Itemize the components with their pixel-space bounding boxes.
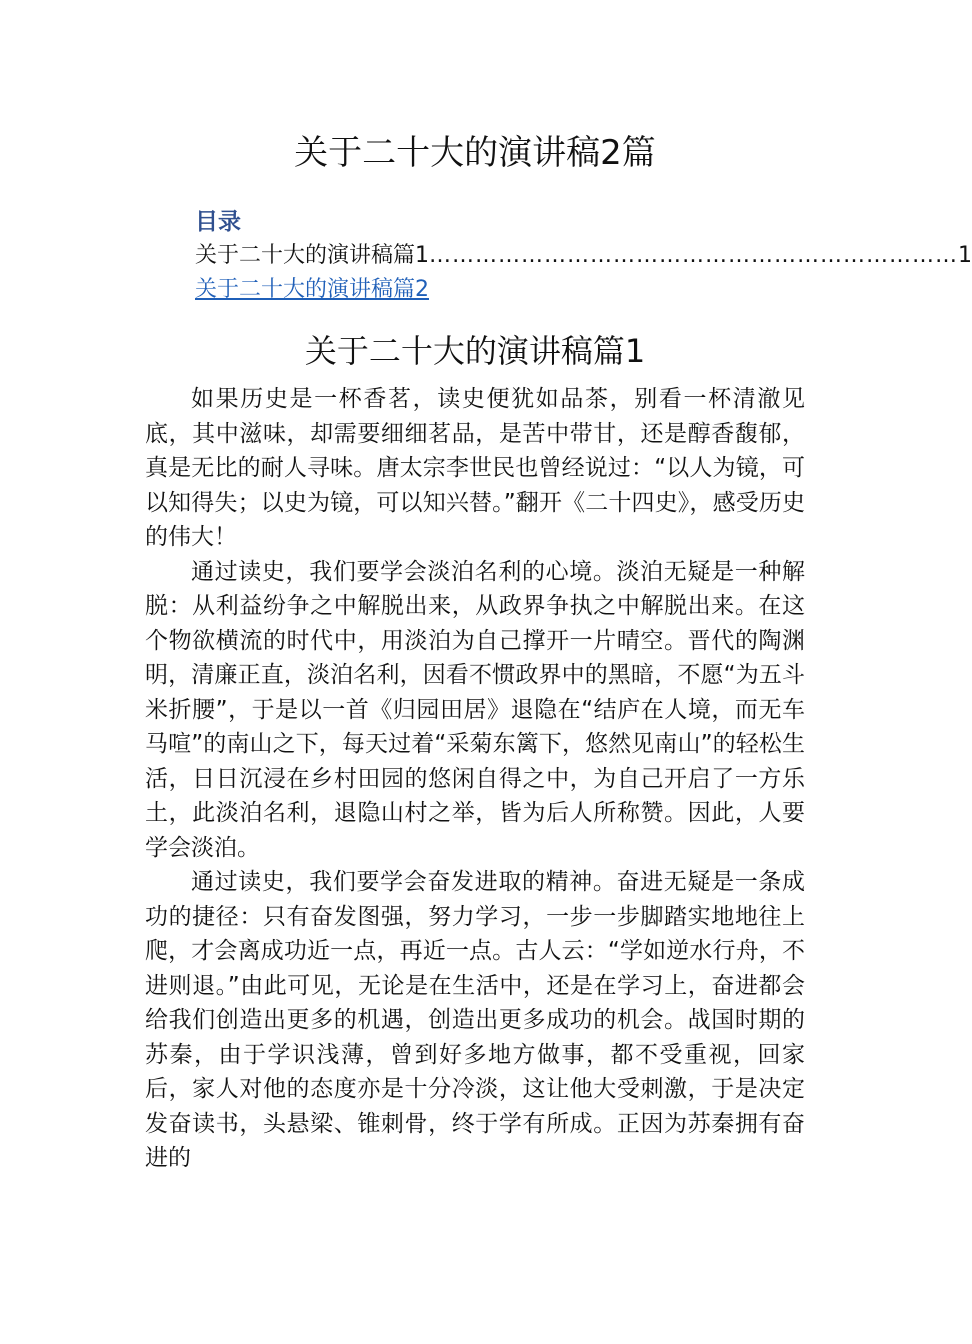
- paragraph: 如果历史是一杯香茗，读史便犹如品茶，别看一杯清澈见底，其中滋味，却需要细细茗品，是苦中带甘，还是醇香馥郁，真是无比的耐人寻味。唐太宗李世民也曾经说过：“以人为镜，可以知得失；以史为镜，可以知兴替。”翻开《二十四史》，感受历史的伟大！: [145, 386, 805, 550]
- toc-entry-1[interactable]: [195, 239, 972, 273]
- toc-heading: 目录: [195, 209, 241, 235]
- toc-link-section-2[interactable]: 关于二十大的演讲稿篇2: [195, 277, 429, 302]
- paragraph: 通过读史，我们要学会奋发进取的精神。奋进无疑是一条成功的捷径：只有奋发图强，努力学习，一步一步脚踏实地地往上爬，才会离成功近一点，再近一点。古人云：“学如逆水行舟，不进则退。”由此可见，无论是在生活中，还是在学习上，奋进都会给我们创造出更多的机遇，创造出更多成功的机会。战国时期的苏秦，由于学识浅薄，曾到好多地方做事，都不受重视，回家后，家人对他的态度亦是十分冷淡，这让他大受刺激，于是决定发奋读书，头悬梁、锥刺骨，终于学有所成。正因为苏秦拥有奋进的: [145, 869, 805, 1171]
- document-title: 关于二十大的演讲稿2篇: [294, 133, 656, 173]
- toc-page-number: 1: [958, 243, 972, 268]
- paragraph: 通过读史，我们要学会淡泊名利的心境。淡泊无疑是一种解脱：从利益纷争之中解脱出来，从政界争执之中解脱出来。在这个物欲横流的时代中，用淡泊为自己撑开一片晴空。晋代的陶渊明，清廉正直，淡泊名利，因看不惯政界中的黑暗，不愿“为五斗米折腰”，于是以一首《归园田居》退隐在“结庐在人境，而无车马喧”的南山之下，每天过着“采菊东篱下，悠然见南山”的轻松生活，日日沉浸在乡村田园的悠闲自得之中，为自己开启了一方乐土，此淡泊名利，退隐山村之举，皆为后人所称赞。因此，人要学会淡泊。: [145, 558, 805, 861]
- section-body: [145, 382, 805, 1176]
- toc-entry-label: 关于二十大的演讲稿篇1: [195, 243, 429, 268]
- table-of-contents: [195, 205, 972, 307]
- section-title: 关于二十大的演讲稿篇1: [304, 332, 646, 370]
- toc-leader-dots: ……………………………………………………………: [429, 243, 958, 268]
